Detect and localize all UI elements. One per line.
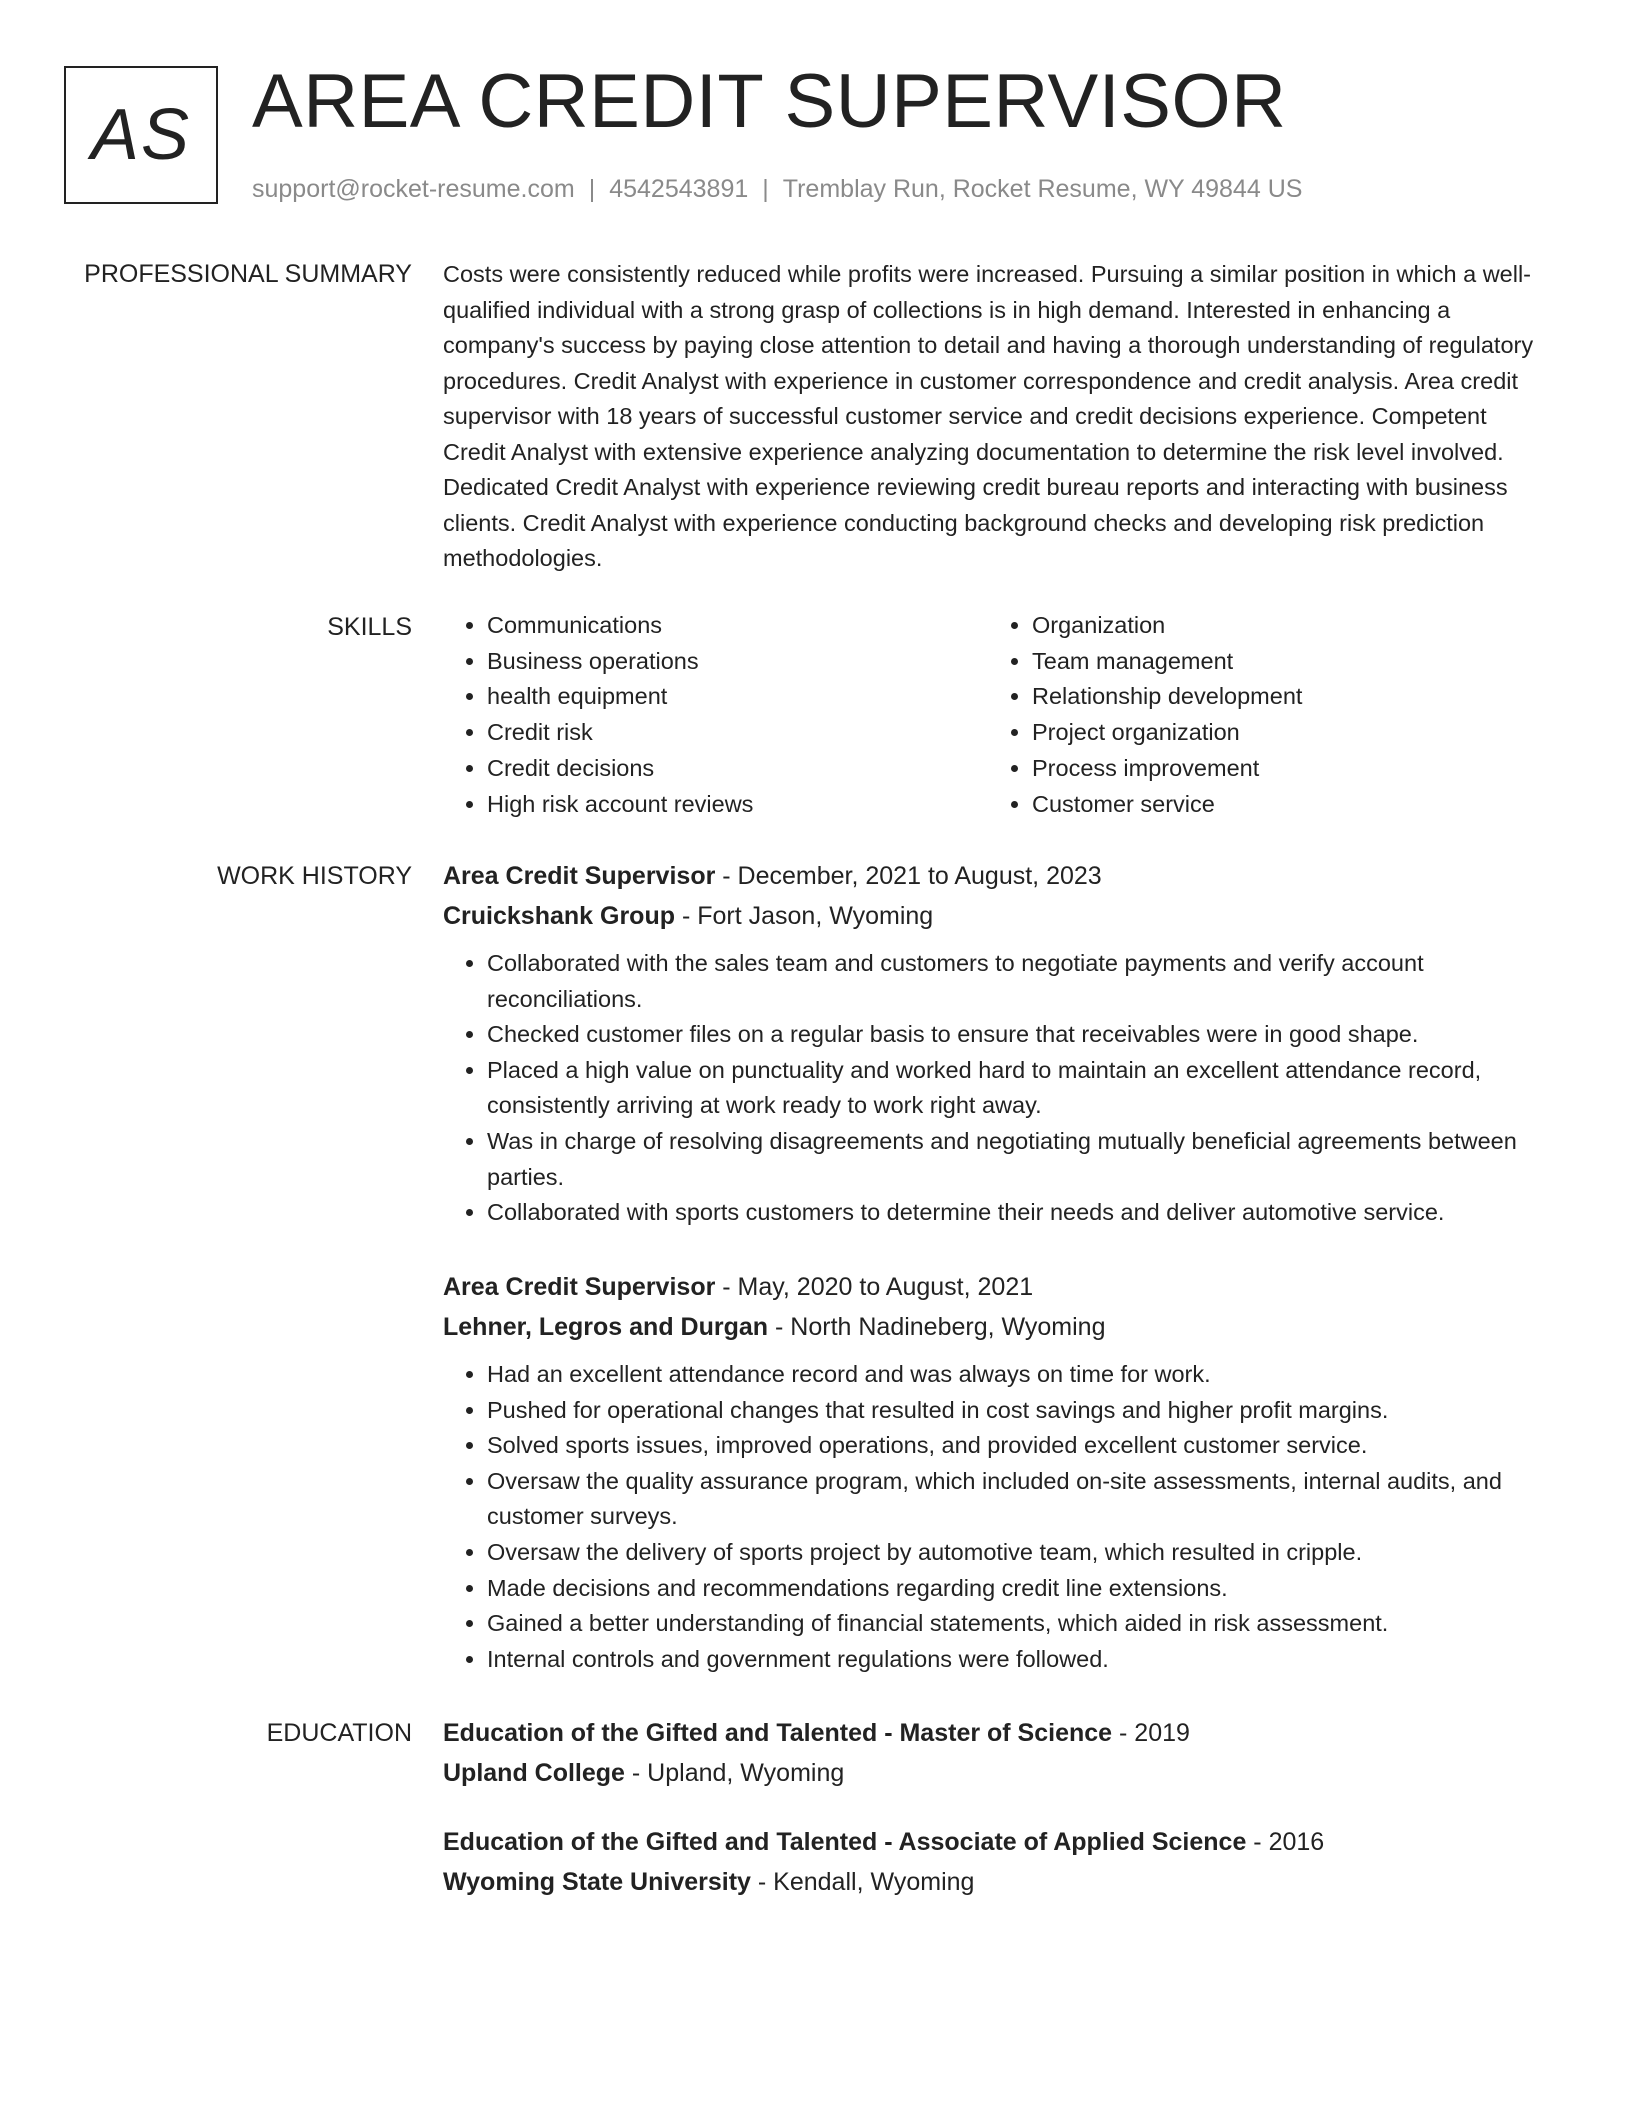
section-label-summary: PROFESSIONAL SUMMARY [84,260,412,288]
education-degree-line [443,1713,1553,1753]
skills-column-left [443,608,988,822]
education-year: - 2019 [1112,1719,1190,1747]
job-bullet: • Checked customer files on a regular basis to ensure that receivables were in good shape. [487,1017,1553,1053]
skill-item: • Organization [1032,608,1533,644]
job-title: Area Credit Supervisor [443,862,716,890]
job-bullet: • Oversaw the quality assurance program, which included on-site assessments, internal audits, and customer surveys. [487,1464,1553,1535]
education-school-line [443,1753,1553,1793]
section-label-skills: SKILLS [327,613,412,641]
job-title-line [443,1267,1553,1307]
section-label-work: WORK HISTORY [217,862,412,890]
contact-separator: | [588,175,596,203]
contact-line [252,172,1302,206]
education-school: Wyoming State University [443,1868,751,1896]
education-year: - 2016 [1246,1828,1325,1856]
job-location: - North Nadineberg, Wyoming [768,1313,1106,1341]
summary-text: Costs were consistently reduced while profits were increased. Pursuing a similar position in which a well-qualified individual with a strong grasp of collections is in high demand. Interested in enhancing a company's success by paying close attention to detail and having a thorough understanding of regulatory procedures. Credit Analyst with experience in customer correspondence and credit analysis. Area credit supervisor with 18 years of successful customer service and credit decisions experience. Competent Credit Analyst with extensive experience analyzing documentation to determine the risk level involved. Dedicated Credit Analyst with experience reviewing credit bureau reports and interacting with business clients. Credit Analyst with experience conducting background checks and developing risk prediction methodologies. [443,261,1534,571]
job-bullet: • Collaborated with sports customers to determine their needs and deliver automotive service. [487,1195,1553,1231]
skill-item: • Project organization [1032,715,1533,751]
job-bullet: • Pushed for operational changes that resulted in cost savings and higher profit margins. [487,1393,1553,1429]
contact-phone: 4542543891 [609,175,749,203]
contact-address: Tremblay Run, Rocket Resume, WY 49844 US [782,175,1303,203]
job-dates: - May, 2020 to August, 2021 [715,1273,1034,1301]
skill-item: • Process improvement [1032,751,1533,787]
skill-item: • Business operations [487,644,988,680]
education-school: Upland College [443,1759,625,1787]
contact-separator: | [762,175,769,203]
job-company-line [443,896,1553,936]
skill-item: • Customer service [1032,787,1533,823]
job-bullets [443,946,1553,1231]
job-company: Cruickshank Group [443,902,675,930]
education-location: - Upland, Wyoming [624,1759,845,1787]
section-label-education: EDUCATION [266,1719,412,1747]
job-company-line [443,1307,1553,1347]
job-bullet: • Had an excellent attendance record and was always on time for work. [487,1357,1553,1393]
job-bullet: • Oversaw the delivery of sports project by automotive team, which resulted in cripple. [487,1535,1553,1571]
education-degree: Education of the Gifted and Talented - Associate of Applied Science [443,1828,1247,1856]
monogram-initials: AS [64,66,218,204]
job-bullet: • Solved sports issues, improved operations, and provided excellent customer service. [487,1428,1553,1464]
page-title: AREA CREDIT SUPERVISOR [252,59,1287,144]
job-bullets [443,1357,1553,1677]
skill-item: • health equipment [487,679,988,715]
job-entry [443,856,1553,1231]
skill-item: • High risk account reviews [487,787,988,823]
education-degree-line [443,1822,1553,1862]
job-title-line [443,856,1553,896]
job-bullet: • Placed a high value on punctuality and worked hard to maintain an excellent attendance record, consistently arriving at work ready to work right away. [487,1053,1553,1124]
education-location: - Kendall, Wyoming [750,1868,975,1896]
job-bullet: • Gained a better understanding of financial statements, which aided in risk assessment. [487,1606,1553,1642]
job-location: - Fort Jason, Wyoming [675,902,934,930]
education-entry [443,1822,1553,1902]
skills-column-right [988,608,1533,822]
contact-email: support@rocket-resume.com [252,175,575,203]
education-degree: Education of the Gifted and Talented - Master of Science [443,1719,1113,1747]
skill-item: • Credit risk [487,715,988,751]
skills-list [443,608,1553,822]
job-entry [443,1267,1553,1677]
job-company: Lehner, Legros and Durgan [443,1313,769,1341]
education-school-line [443,1862,1553,1902]
job-dates: - December, 2021 to August, 2023 [715,862,1102,890]
job-bullet: • Internal controls and government regulations were followed. [487,1642,1553,1678]
job-bullet: • Collaborated with the sales team and customers to negotiate payments and verify account reconciliations. [487,946,1553,1017]
job-bullet: • Made decisions and recommendations regarding credit line extensions. [487,1571,1553,1607]
education-entry [443,1713,1553,1793]
skill-item: • Communications [487,608,988,644]
skill-item: • Team management [1032,644,1533,680]
job-bullet: • Was in charge of resolving disagreements and negotiating mutually beneficial agreements between parties. [487,1124,1553,1195]
skill-item: • Credit decisions [487,751,988,787]
job-title: Area Credit Supervisor [443,1273,716,1301]
skill-item: • Relationship development [1032,679,1533,715]
